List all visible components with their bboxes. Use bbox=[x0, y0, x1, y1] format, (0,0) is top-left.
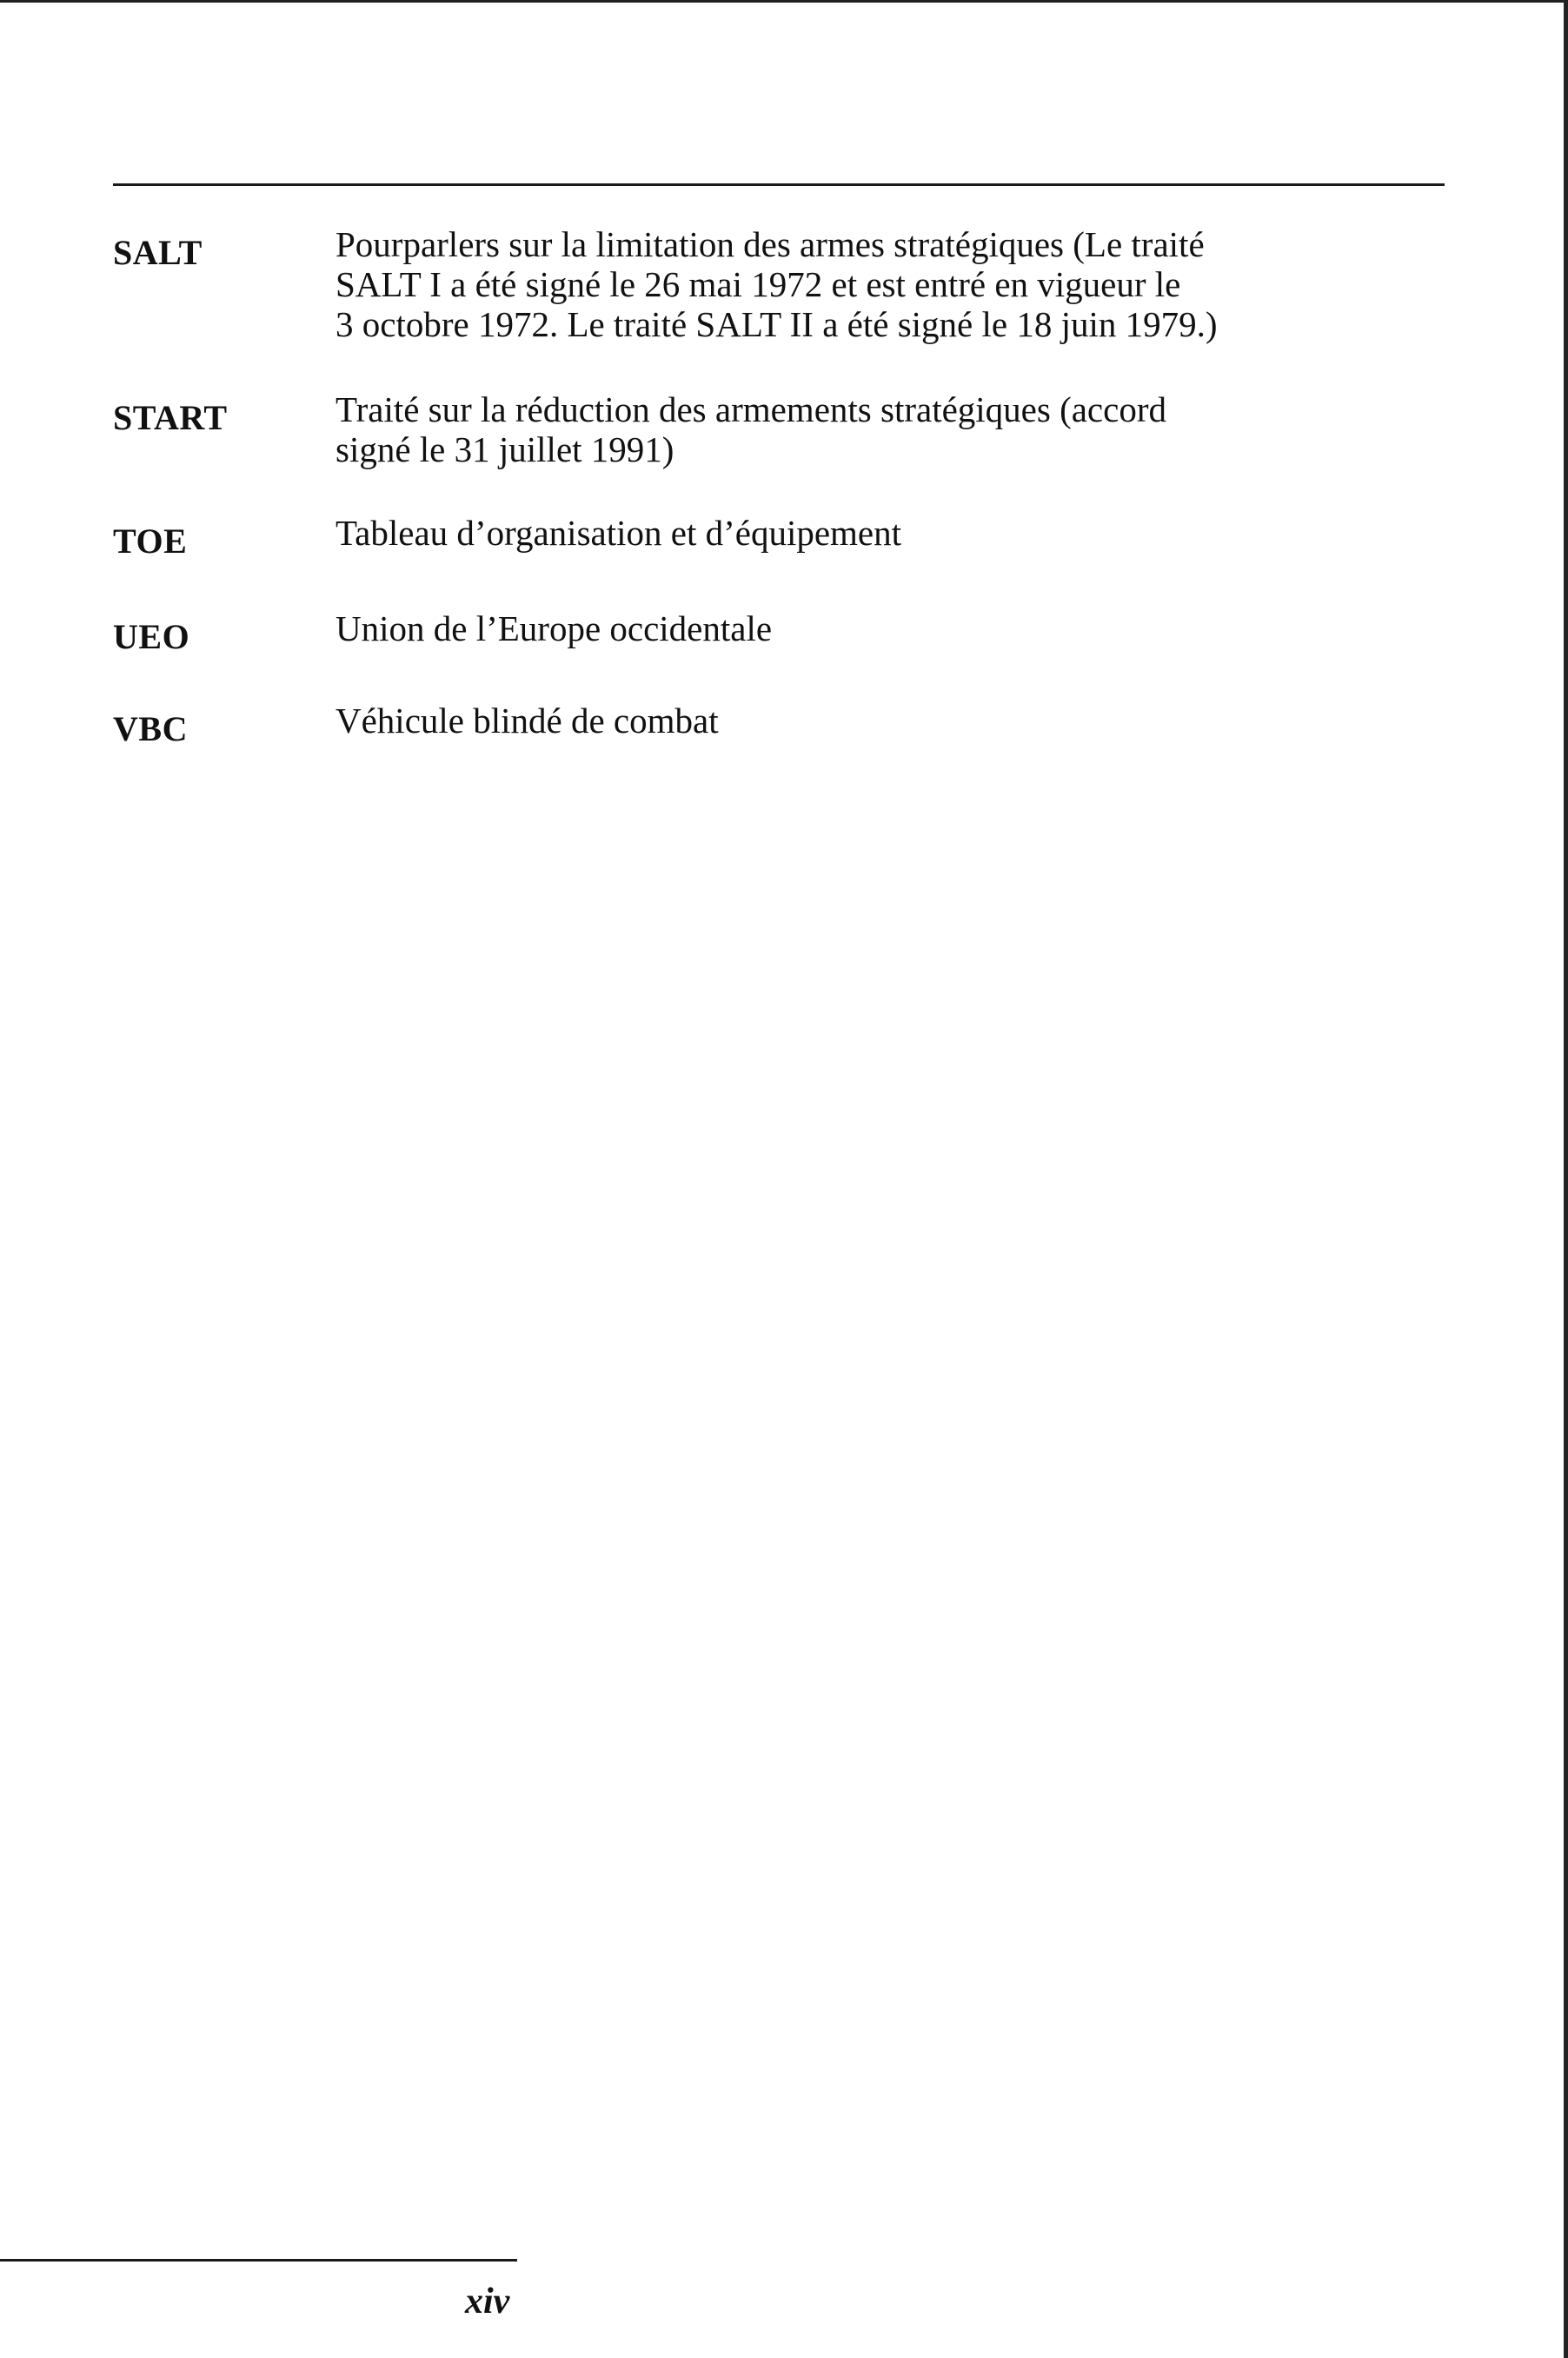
glossary-definition: Traité sur la réduction des armements stratégiques (accord signé le 31 juillet 1991) bbox=[336, 389, 1166, 469]
glossary-entry-salt bbox=[113, 224, 1417, 344]
glossary-abbreviation: VBC bbox=[113, 709, 188, 748]
glossary-abbreviation: SALT bbox=[113, 233, 203, 272]
glossary-list bbox=[113, 224, 1417, 749]
glossary-entry-vbc bbox=[113, 701, 1417, 749]
glossary-abbreviation: UEO bbox=[113, 617, 190, 656]
glossary-abbreviation: START bbox=[113, 398, 228, 437]
glossary-abbreviation: TOE bbox=[113, 521, 188, 561]
header-rule bbox=[113, 183, 1445, 186]
glossary-definition: Union de l’Europe occidentale bbox=[336, 608, 773, 648]
glossary-definition: Véhicule blindé de combat bbox=[336, 701, 719, 741]
glossary-entry-start bbox=[113, 389, 1417, 469]
footer-rule bbox=[0, 2259, 517, 2262]
glossary-entry-toe bbox=[113, 513, 1417, 561]
glossary-definition: Pourparlers sur la limitation des armes stratégiques (Le traité SALT I a été signé le 26 mai 1972 et est entré en vigueur le 3 octobre 1972. Le traité SALT II a été signé le 18 juin 1979.) bbox=[336, 224, 1218, 344]
glossary-entry-ueo bbox=[113, 608, 1417, 657]
page-number: xiv bbox=[465, 2282, 510, 2321]
glossary-definition: Tableau d’organisation et d’équipement bbox=[336, 513, 902, 553]
page-top-border bbox=[0, 0, 1568, 3]
page-right-border bbox=[1564, 0, 1568, 2358]
